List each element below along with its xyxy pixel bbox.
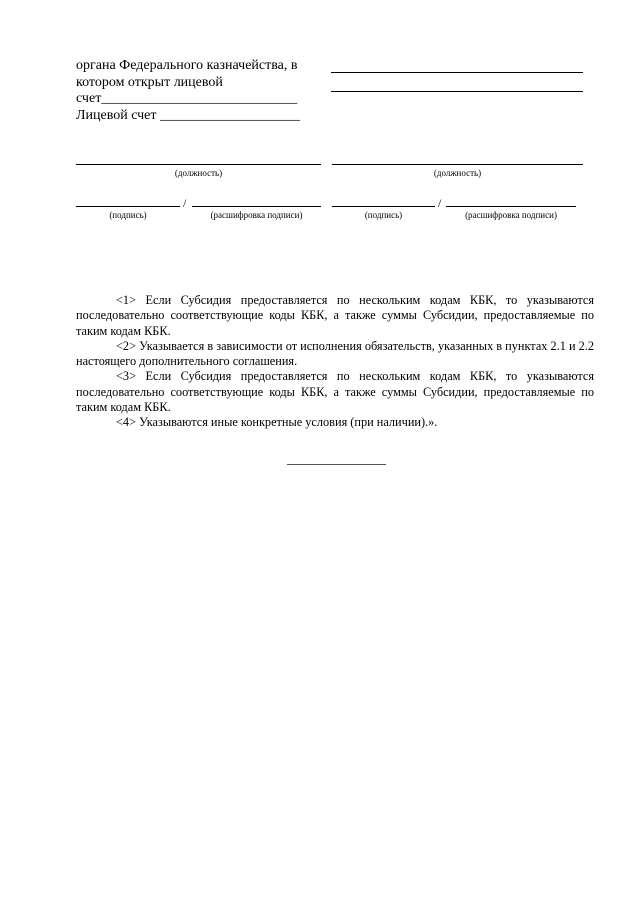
footnote-2: <2> Указывается в зависимости от исполнения обязательств, указанных в пунктах 2.1 и 2.2 настоящего дополнительного соглашения. bbox=[76, 338, 594, 369]
signature-decode-caption: (расшифровка подписи) bbox=[465, 210, 557, 220]
blank-line bbox=[331, 72, 583, 73]
position-caption: (должность) bbox=[174, 168, 223, 178]
treasury-line-2: котором открыт лицевой bbox=[76, 74, 223, 90]
signature-slash: / bbox=[183, 196, 187, 210]
position-line bbox=[76, 164, 321, 165]
account-line: Лицевой счет ____________________ bbox=[76, 107, 301, 123]
position-left bbox=[76, 164, 321, 178]
signature-line bbox=[332, 206, 435, 207]
treasury-account-block bbox=[76, 58, 326, 124]
treasury-line-1: органа Федерального казначейства, в bbox=[76, 58, 298, 73]
blank-line bbox=[331, 91, 583, 92]
signature-slash: / bbox=[438, 196, 442, 210]
footnote-1: <1> Если Субсидия предоставляется по нескольким кодам КБК, то указываются последовательно соответствующие коды КБК, а также суммы Субсидии, предоставляемые по таким кодам КБК. bbox=[76, 293, 594, 338]
position-right bbox=[332, 164, 583, 178]
footnotes bbox=[76, 293, 594, 431]
right-blank-lines bbox=[331, 72, 583, 110]
position-line bbox=[332, 164, 583, 165]
position-caption: (должность) bbox=[433, 168, 482, 178]
signature-decode-line bbox=[192, 206, 321, 207]
signature-caption: (подпись) bbox=[109, 210, 147, 220]
footnote-3: <3> Если Субсидия предоставляется по нескольким кодам КБК, то указываются последовательно соответствующие коды КБК, а также суммы Субсидии, предоставляемые по таким кодам КБК. bbox=[76, 369, 594, 415]
footnote-4: <4> Указываются иные конкретные условия (при наличии).». bbox=[116, 415, 438, 430]
signature-decode-caption: (расшифровка подписи) bbox=[210, 210, 303, 220]
signature-line bbox=[76, 206, 180, 207]
signature-caption: (подпись) bbox=[364, 210, 403, 220]
signature-decode-line bbox=[446, 206, 576, 207]
end-separator bbox=[287, 464, 386, 465]
treasury-line-3: счет____________________________ bbox=[76, 91, 298, 106]
